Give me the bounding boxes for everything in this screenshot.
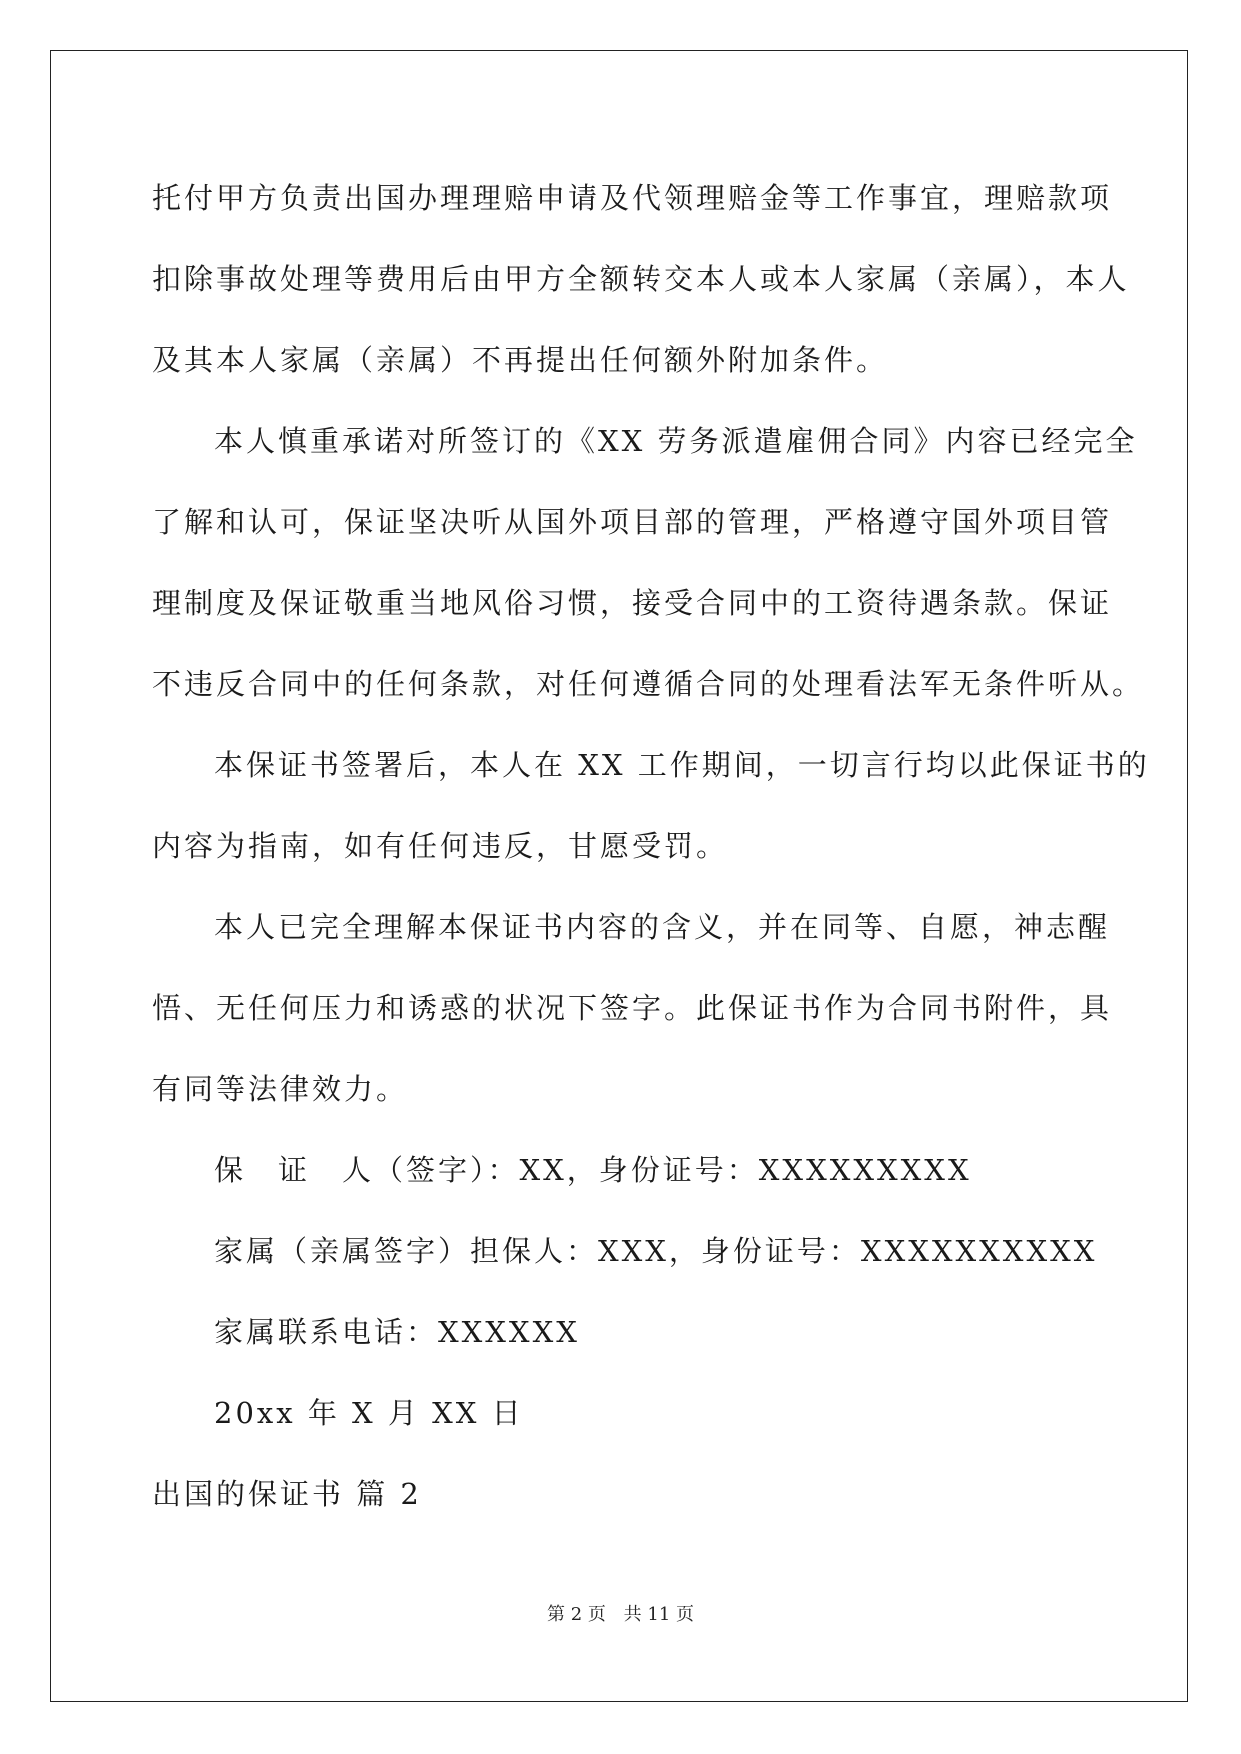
section-heading: 出国的保证书 篇 2	[152, 1477, 422, 1511]
text-line: 及其本人家属（亲属）不再提出任何额外附加条件。	[152, 343, 889, 377]
page-number: 第 2 页	[547, 1604, 606, 1625]
text-line: 托付甲方负责出国办理理赔申请及代领理赔金等工作事宜，理赔款项	[152, 181, 1113, 215]
text-line: 悟、无任何压力和诱惑的状况下签字。此保证书作为合同书附件，具	[152, 991, 1113, 1025]
paragraph-start-line: 本人慎重承诺对所签订的《XX 劳务派遣雇佣合同》内容已经完全	[214, 424, 1138, 458]
text-line: 内容为指南，如有任何违反，甘愿受罚。	[152, 829, 729, 863]
text-line: 理制度及保证敬重当地风俗习惯，接受合同中的工资待遇条款。保证	[152, 586, 1113, 620]
document-body	[152, 158, 1150, 1535]
text-line: 有同等法律效力。	[152, 1072, 409, 1106]
page-footer	[0, 1600, 1241, 1626]
paragraph-start-line: 本保证书签署后，本人在 XX 工作期间，一切言行均以此保证书的	[214, 748, 1150, 782]
family-guarantor-line: 家属（亲属签字）担保人：XXX，身份证号：XXXXXXXXXX	[214, 1234, 1098, 1268]
text-line: 了解和认可，保证坚决听从国外项目部的管理，严格遵守国外项目管	[152, 505, 1113, 539]
text-line: 不违反合同中的任何条款，对任何遵循合同的处理看法军无条件听从。	[152, 667, 1145, 701]
guarantor-signature-line: 保 证 人（签字）：XX，身份证号：XXXXXXXXX	[214, 1153, 972, 1187]
family-phone-line: 家属联系电话：XXXXXX	[214, 1315, 580, 1349]
date-line: 20xx 年 X 月 XX 日	[214, 1396, 524, 1430]
text-line: 扣除事故处理等费用后由甲方全额转交本人或本人家属（亲属），本人	[152, 262, 1130, 296]
total-pages: 共 11 页	[623, 1604, 694, 1625]
paragraph-start-line: 本人已完全理解本保证书内容的含义，并在同等、自愿，神志醒	[214, 910, 1111, 944]
